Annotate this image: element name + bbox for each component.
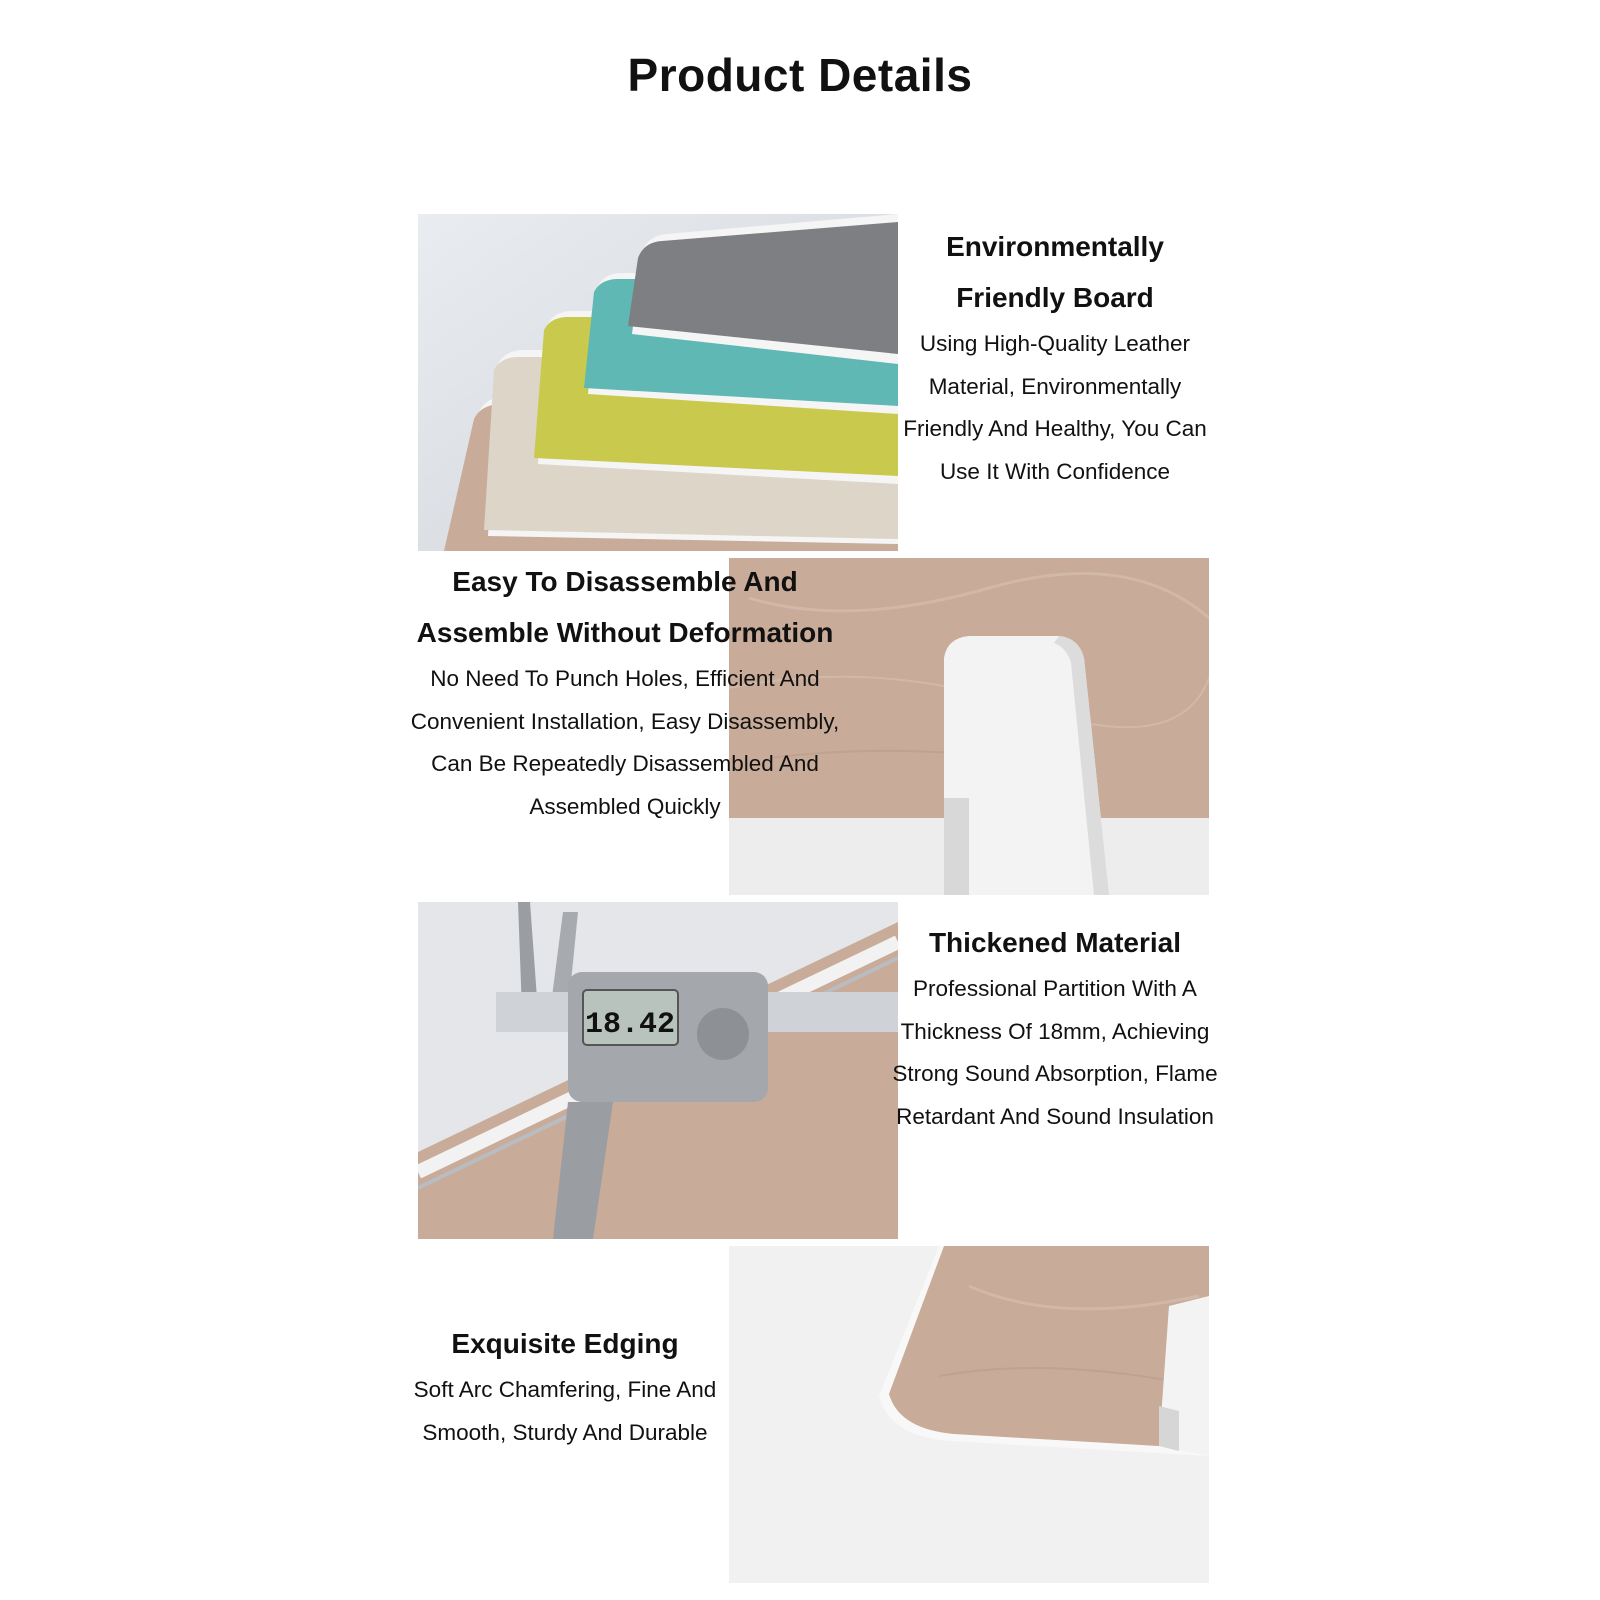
feature-description: Soft Arc Chamfering, Fine And Smooth, Sturdy And Durable xyxy=(413,1377,717,1445)
feature-description: No Need To Punch Holes, Efficient And Convenient Installation, Easy Disassembly, Can Be Repeatedly Disassembled And Assembled Quickly xyxy=(410,666,840,819)
feature-exquisite-edging xyxy=(410,1318,720,1454)
feature-description: Using High-Quality Leather Material, Environmentally Friendly And Healthy, You Can Use It With Confidence xyxy=(903,331,1207,484)
page-title: Product Details xyxy=(627,49,973,101)
feature-heading: Environmentally Friendly Board xyxy=(946,231,1164,313)
feature-thickened-material xyxy=(890,917,1220,1138)
feature-description: Professional Partition With A Thickness Of 18mm, Achieving Strong Sound Absorption, Flame Retardant And Sound Insulation xyxy=(892,976,1218,1129)
feature-heading: Thickened Material xyxy=(928,927,1182,958)
feature-heading: Easy To Disassemble And Assemble Without Deformation xyxy=(416,566,834,648)
feature-environmentally-friendly xyxy=(890,221,1220,493)
feature-heading: Exquisite Edging xyxy=(451,1328,679,1359)
caliper-readout: 18.42 xyxy=(584,1008,676,1042)
feature-easy-disassemble xyxy=(410,556,840,828)
caliper-photo xyxy=(418,902,898,1239)
colored-boards-photo xyxy=(418,214,898,551)
edging-photo xyxy=(729,1246,1209,1583)
